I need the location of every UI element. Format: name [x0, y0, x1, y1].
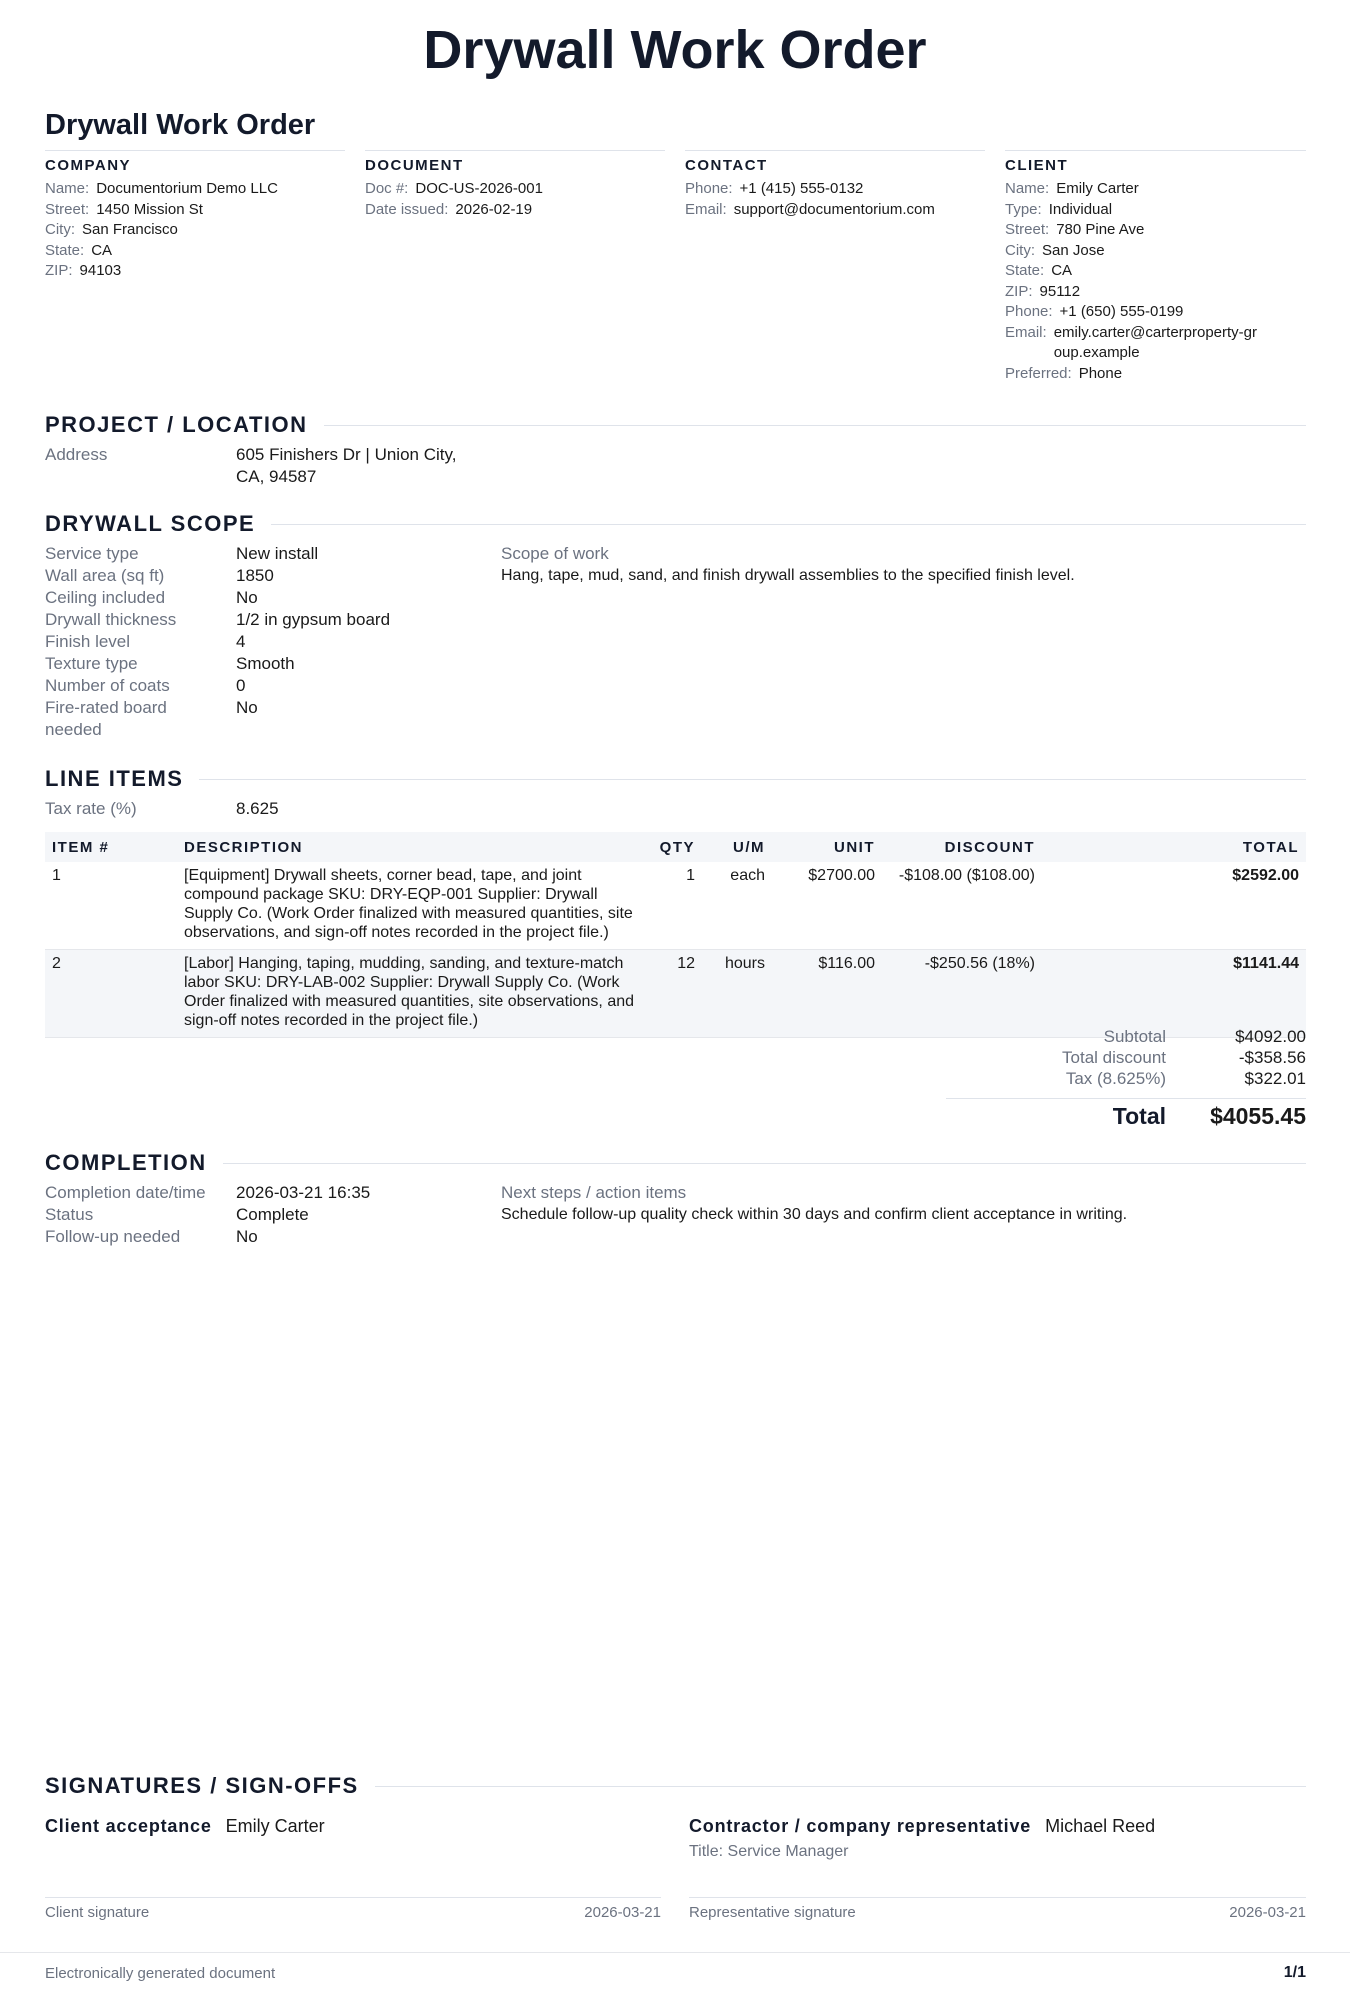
cell-description: [Equipment] Drywall sheets, corner bead, tape, and joint compound package SKU: DRY-EQP-001 Supplier: Drywall Supply Co. (Work Order finalized with measured quantities, site observations, and sign-off notes recorded in the project file.) — [177, 862, 642, 950]
page-number: 1/1 — [1283, 1964, 1306, 1981]
field-label: Texture type — [45, 654, 138, 673]
section-title: LINE ITEMS — [45, 766, 184, 791]
contact-block — [685, 150, 985, 220]
section-title: PROJECT / LOCATION — [45, 412, 308, 437]
company-heading: COMPANY — [45, 157, 132, 174]
document-block — [365, 150, 665, 220]
field-value: Complete — [236, 1205, 309, 1224]
field-label: ZIP: — [45, 262, 73, 279]
field-value: No — [236, 1227, 258, 1246]
cell-um: hours — [702, 950, 772, 1038]
scope-of-work-label: Scope of work — [501, 544, 609, 563]
field-label: Ceiling included — [45, 588, 166, 607]
subtotal-label: Subtotal — [1103, 1027, 1166, 1046]
next-steps-label: Next steps / action items — [501, 1183, 687, 1202]
column-header-unit: UNIT — [772, 832, 882, 862]
field-label: ZIP: — [1005, 282, 1033, 300]
field-value: Phone — [1078, 364, 1123, 382]
field-label: Service type — [45, 544, 139, 563]
representative-signature-footer — [689, 1904, 1306, 1921]
field-label: Name: — [1005, 180, 1050, 197]
field-value: 2026-03-21 16:35 — [236, 1183, 371, 1202]
subtotal-value: $4092.00 — [1235, 1027, 1306, 1046]
field-label: Finish level — [45, 632, 131, 651]
field-value: San Francisco — [82, 221, 178, 238]
client-street-row — [1005, 220, 1306, 241]
tax-label: Tax (8.625%) — [1065, 1069, 1166, 1088]
field-value: New install — [236, 544, 319, 563]
cell-discount: -$250.56 (18%) — [882, 950, 1042, 1038]
section-title: SIGNATURES / SIGN-OFFS — [45, 1773, 359, 1798]
field-label: Email: — [685, 200, 727, 218]
field-label: Street: — [1005, 221, 1050, 238]
contact-email-row — [685, 200, 985, 221]
cell-item-number: 2 — [45, 950, 177, 1038]
field-label: Completion date/time — [45, 1183, 206, 1202]
tax-rate-row — [45, 798, 279, 820]
page-title: Drywall Work Order — [423, 20, 927, 80]
section-divider — [199, 779, 1306, 780]
client-acceptance-label: Client acceptance — [45, 1816, 212, 1836]
field-value: No — [236, 588, 258, 607]
field-value: 1850 — [236, 566, 274, 585]
completion-field-row — [45, 1204, 309, 1226]
doc-date-row — [365, 200, 665, 221]
scope-field-row — [45, 675, 245, 697]
representative-signature-label: Representative signature — [689, 1904, 856, 1921]
representative-signature-date: 2026-03-21 — [1229, 1904, 1306, 1921]
field-label: Email: — [1005, 323, 1047, 341]
client-acceptance-block — [45, 1814, 325, 1838]
contact-heading: CONTACT — [685, 157, 768, 174]
representative-signature-line[interactable] — [689, 1897, 1306, 1898]
client-email-row — [1005, 323, 1306, 364]
section-title: COMPLETION — [45, 1150, 207, 1175]
field-value: 8.625 — [236, 799, 279, 818]
representative-header — [689, 1814, 1155, 1838]
scope-of-work-text: Hang, tape, mud, sand, and finish drywall assemblies to the specified finish level. — [501, 567, 1075, 584]
project-address-row — [45, 444, 486, 488]
field-value: 605 Finishers Dr | Union City, CA, 94587 — [236, 445, 457, 486]
cell-unit: $116.00 — [772, 950, 882, 1038]
field-label: City: — [45, 221, 75, 238]
cell-item-number: 1 — [45, 862, 177, 950]
company-block — [45, 150, 345, 282]
field-value: 4 — [236, 632, 246, 651]
client-type-row — [1005, 200, 1306, 221]
cell-total: $2592.00 — [1042, 862, 1306, 950]
field-label: City: — [1005, 241, 1035, 259]
column-header-total: TOTAL — [1042, 832, 1306, 862]
field-value: 2026-02-19 — [455, 200, 533, 218]
column-header-item: ITEM # — [45, 832, 177, 862]
scope-field-row — [45, 653, 295, 675]
client-signature-label: Client signature — [45, 1904, 150, 1921]
section-divider — [223, 1163, 1306, 1164]
field-label: Status — [45, 1205, 94, 1224]
field-value: 1/2 in gypsum board — [236, 610, 391, 629]
field-value: support@documentorium.com — [733, 200, 935, 218]
scope-field-row — [45, 609, 390, 631]
contact-phone-row — [685, 179, 985, 200]
client-phone-row — [1005, 302, 1306, 323]
scope-field-row — [45, 587, 258, 609]
field-label: Doc #: — [365, 180, 409, 197]
column-header-description: DESCRIPTION — [177, 832, 642, 862]
project-section-header — [45, 412, 1306, 438]
client-acceptance-header — [45, 1814, 325, 1838]
column-header-qty: QTY — [642, 832, 702, 862]
client-acceptance-name: Emily Carter — [225, 1816, 325, 1836]
table-header-row — [45, 832, 1306, 862]
field-label: Address — [45, 445, 108, 464]
field-value: Smooth — [236, 654, 295, 673]
table-row — [45, 862, 1306, 950]
field-label: Drywall thickness — [45, 610, 177, 629]
line-items-section-header — [45, 766, 1306, 792]
doc-number-row — [365, 179, 665, 200]
field-value: 95112 — [1039, 282, 1081, 300]
field-value: +1 (650) 555-0199 — [1059, 303, 1184, 320]
section-title: DRYWALL SCOPE — [45, 511, 256, 536]
field-label: Street: — [45, 200, 90, 218]
footer-note: Electronically generated document — [45, 1965, 276, 1982]
company-street-row — [45, 200, 345, 221]
field-value: CA — [91, 241, 113, 259]
section-divider — [271, 524, 1306, 525]
column-header-um: U/M — [702, 832, 772, 862]
client-name-row — [1005, 179, 1306, 200]
grand-total-row — [946, 1098, 1306, 1127]
client-signature-footer — [45, 1904, 661, 1921]
section-divider — [375, 1786, 1306, 1787]
tax-value: $322.01 — [1244, 1069, 1306, 1088]
cell-discount: -$108.00 ($108.00) — [882, 862, 1042, 950]
representative-label: Contractor / company representative — [689, 1816, 1032, 1836]
field-label: State: — [1005, 262, 1045, 279]
document-title: Drywall Work Order — [45, 109, 316, 141]
grand-total-label: Total — [1112, 1103, 1166, 1129]
field-label: Name: — [45, 180, 90, 197]
field-label: Date issued: — [365, 200, 449, 218]
client-block — [1005, 150, 1306, 384]
field-value: 1450 Mission St — [96, 200, 203, 218]
field-label: Wall area (sq ft) — [45, 566, 165, 585]
completion-field-row — [45, 1182, 370, 1204]
client-email-link[interactable]: emily.carter@carterproperty-group.example — [1053, 323, 1258, 361]
cell-description: [Labor] Hanging, taping, mudding, sanding, and texture-match labor SKU: DRY-LAB-002 Supplier: Drywall Supply Co. (Work Order finalized with measured quantities, site observations, and sign-off notes recorded in the project file.) — [177, 950, 642, 1038]
completion-field-row — [45, 1226, 258, 1248]
subtotal-row — [946, 1026, 1306, 1047]
tax-row — [946, 1068, 1306, 1089]
field-value: Emily Carter — [1056, 180, 1139, 197]
field-label: Tax rate (%) — [45, 799, 137, 818]
client-preferred-row — [1005, 364, 1306, 385]
field-value: Documentorium Demo LLC — [96, 180, 278, 197]
next-steps-text: Schedule follow-up quality check within 30 days and confirm client acceptance in writing. — [501, 1206, 1128, 1223]
client-heading: CLIENT — [1005, 157, 1069, 174]
grand-total-value: $4055.45 — [1210, 1103, 1306, 1129]
field-value: +1 (415) 555-0132 — [739, 180, 864, 197]
representative-title: Title: Service Manager — [689, 1843, 849, 1860]
field-label: Fire-rated board needed — [45, 698, 167, 739]
field-label: Type: — [1005, 200, 1042, 218]
representative-name: Michael Reed — [1045, 1816, 1156, 1836]
field-label: Preferred: — [1005, 364, 1072, 382]
scope-section-header — [45, 511, 1306, 537]
client-zip-row — [1005, 282, 1306, 303]
company-name-row — [45, 179, 345, 200]
field-value: 780 Pine Ave — [1056, 221, 1145, 238]
field-value: CA — [1051, 262, 1073, 279]
document-heading: DOCUMENT — [365, 157, 464, 174]
scope-field-row — [45, 565, 274, 587]
scope-field-row — [45, 697, 258, 741]
field-label: Follow-up needed — [45, 1227, 181, 1246]
completion-section-header — [45, 1150, 1306, 1176]
footer-divider — [0, 1952, 1350, 1953]
client-signature-line[interactable] — [45, 1897, 661, 1898]
cell-um: each — [702, 862, 772, 950]
discount-label: Total discount — [1062, 1048, 1166, 1067]
representative-block — [689, 1814, 1155, 1861]
discount-row — [946, 1047, 1306, 1068]
field-label: Number of coats — [45, 676, 170, 695]
field-value: San Jose — [1042, 241, 1105, 259]
cell-unit: $2700.00 — [772, 862, 882, 950]
signatures-section-header — [45, 1773, 1306, 1799]
table-row — [45, 950, 1306, 1038]
field-label: Phone: — [1005, 303, 1053, 320]
cell-qty: 1 — [642, 862, 702, 950]
field-value: 94103 — [79, 262, 122, 279]
field-value: No — [236, 698, 258, 717]
section-divider — [324, 425, 1307, 426]
field-value: DOC-US-2026-001 — [415, 180, 543, 197]
line-items-table — [45, 832, 1306, 1038]
field-value: 0 — [236, 676, 246, 695]
client-city-row — [1005, 241, 1306, 262]
field-label: Phone: — [685, 180, 733, 197]
company-state-row — [45, 241, 345, 262]
totals-block — [946, 1026, 1306, 1127]
discount-value: -$358.56 — [1238, 1048, 1306, 1067]
company-city-row — [45, 220, 345, 241]
scope-field-row — [45, 631, 245, 653]
client-signature-date: 2026-03-21 — [584, 1904, 661, 1921]
field-value: Individual — [1048, 200, 1113, 218]
column-header-discount: DISCOUNT — [882, 832, 1042, 862]
company-zip-row — [45, 261, 345, 282]
field-label: State: — [45, 241, 85, 259]
client-state-row — [1005, 261, 1306, 282]
cell-total: $1141.44 — [1042, 950, 1306, 1038]
cell-qty: 12 — [642, 950, 702, 1038]
scope-field-row — [45, 543, 318, 565]
